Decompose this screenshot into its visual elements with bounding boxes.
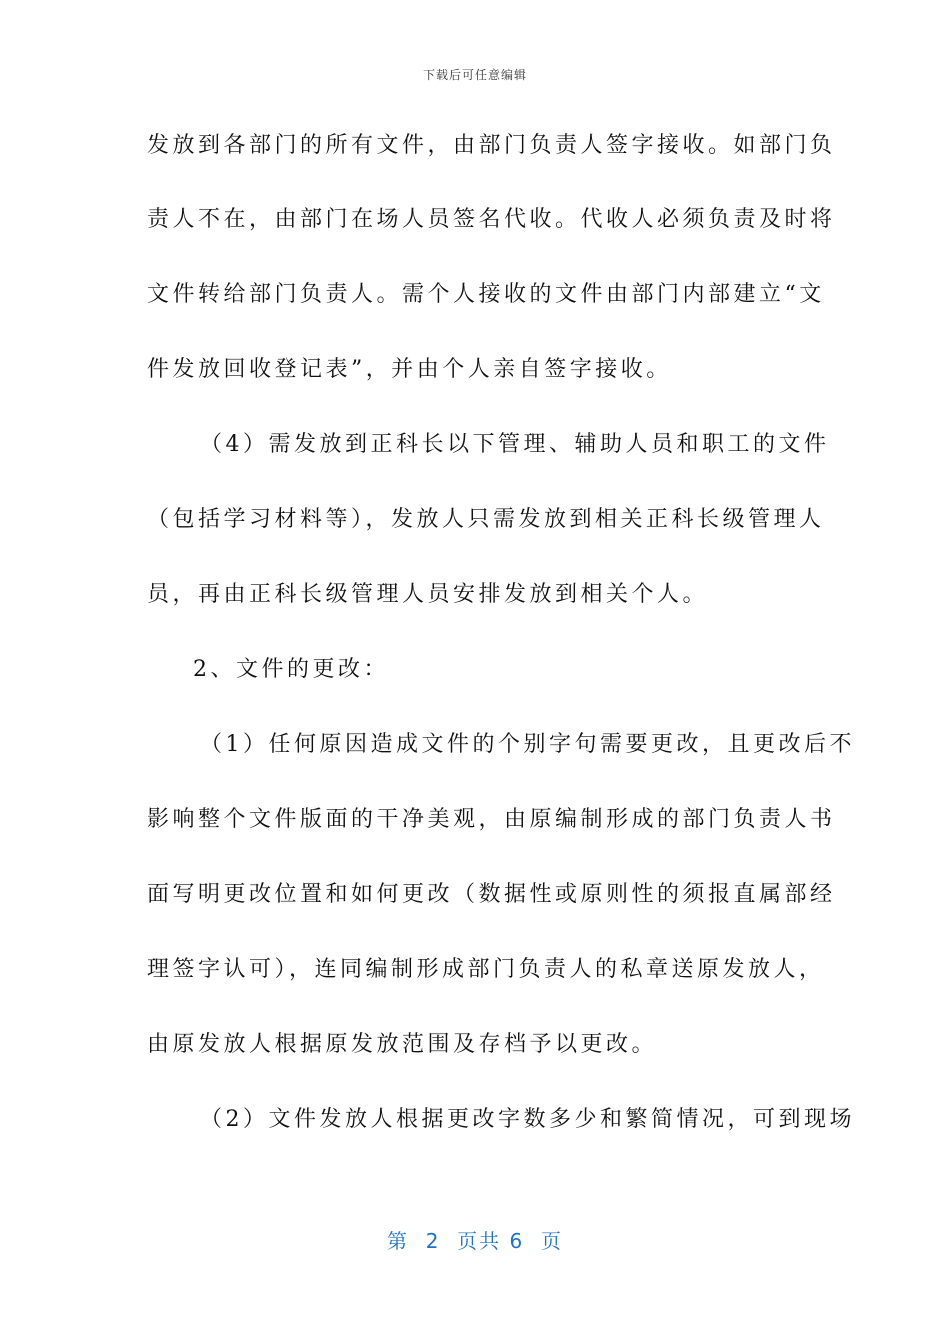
paragraph-line: 发放到各部门的所有文件，由部门负责人签字接收。如部门负 bbox=[147, 133, 836, 158]
paragraph-line: 面写明更改位置和如何更改（数据性或原则性的须报直属部经 bbox=[147, 882, 836, 907]
paragraph-line: （4）需发放到正科长以下管理、辅助人员和职工的文件 bbox=[200, 432, 830, 457]
page-header-note: 下载后可任意编辑 bbox=[422, 68, 527, 82]
page-footer bbox=[0, 1225, 950, 1254]
paragraph-line: 文件转给部门负责人。需个人接收的文件由部门内部建立“文 bbox=[147, 282, 825, 307]
paragraph-line: （包括学习材料等），发放人只需发放到相关正科长级管理人 bbox=[147, 507, 825, 532]
paragraph-line: 理签字认可），连同编制形成部门负责人的私章送原发放人， bbox=[147, 957, 825, 982]
paragraph-line: （2）文件发放人根据更改字数多少和繁简情况，可到现场 bbox=[200, 1107, 855, 1132]
section-heading: 2、文件的更改： bbox=[193, 657, 389, 682]
paragraph-line: （1）任何原因造成文件的个别字句需要更改，且更改后不 bbox=[200, 732, 855, 757]
paragraph-line: 责人不在，由部门在场人员签名代收。代收人必须负责及时将 bbox=[147, 207, 836, 232]
paragraph-line: 由原发放人根据原发放范围及存档予以更改。 bbox=[147, 1032, 658, 1057]
paragraph-line: 员，再由正科长级管理人员安排发放到相关个人。 bbox=[147, 582, 709, 607]
paragraph-line: 影响整个文件版面的干净美观，由原编制形成的部门负责人书 bbox=[147, 807, 836, 832]
page-number: 第 2 页共 6 页 bbox=[387, 1229, 563, 1253]
paragraph-line: 件发放回收登记表”，并由个人亲自签字接收。 bbox=[147, 357, 672, 382]
